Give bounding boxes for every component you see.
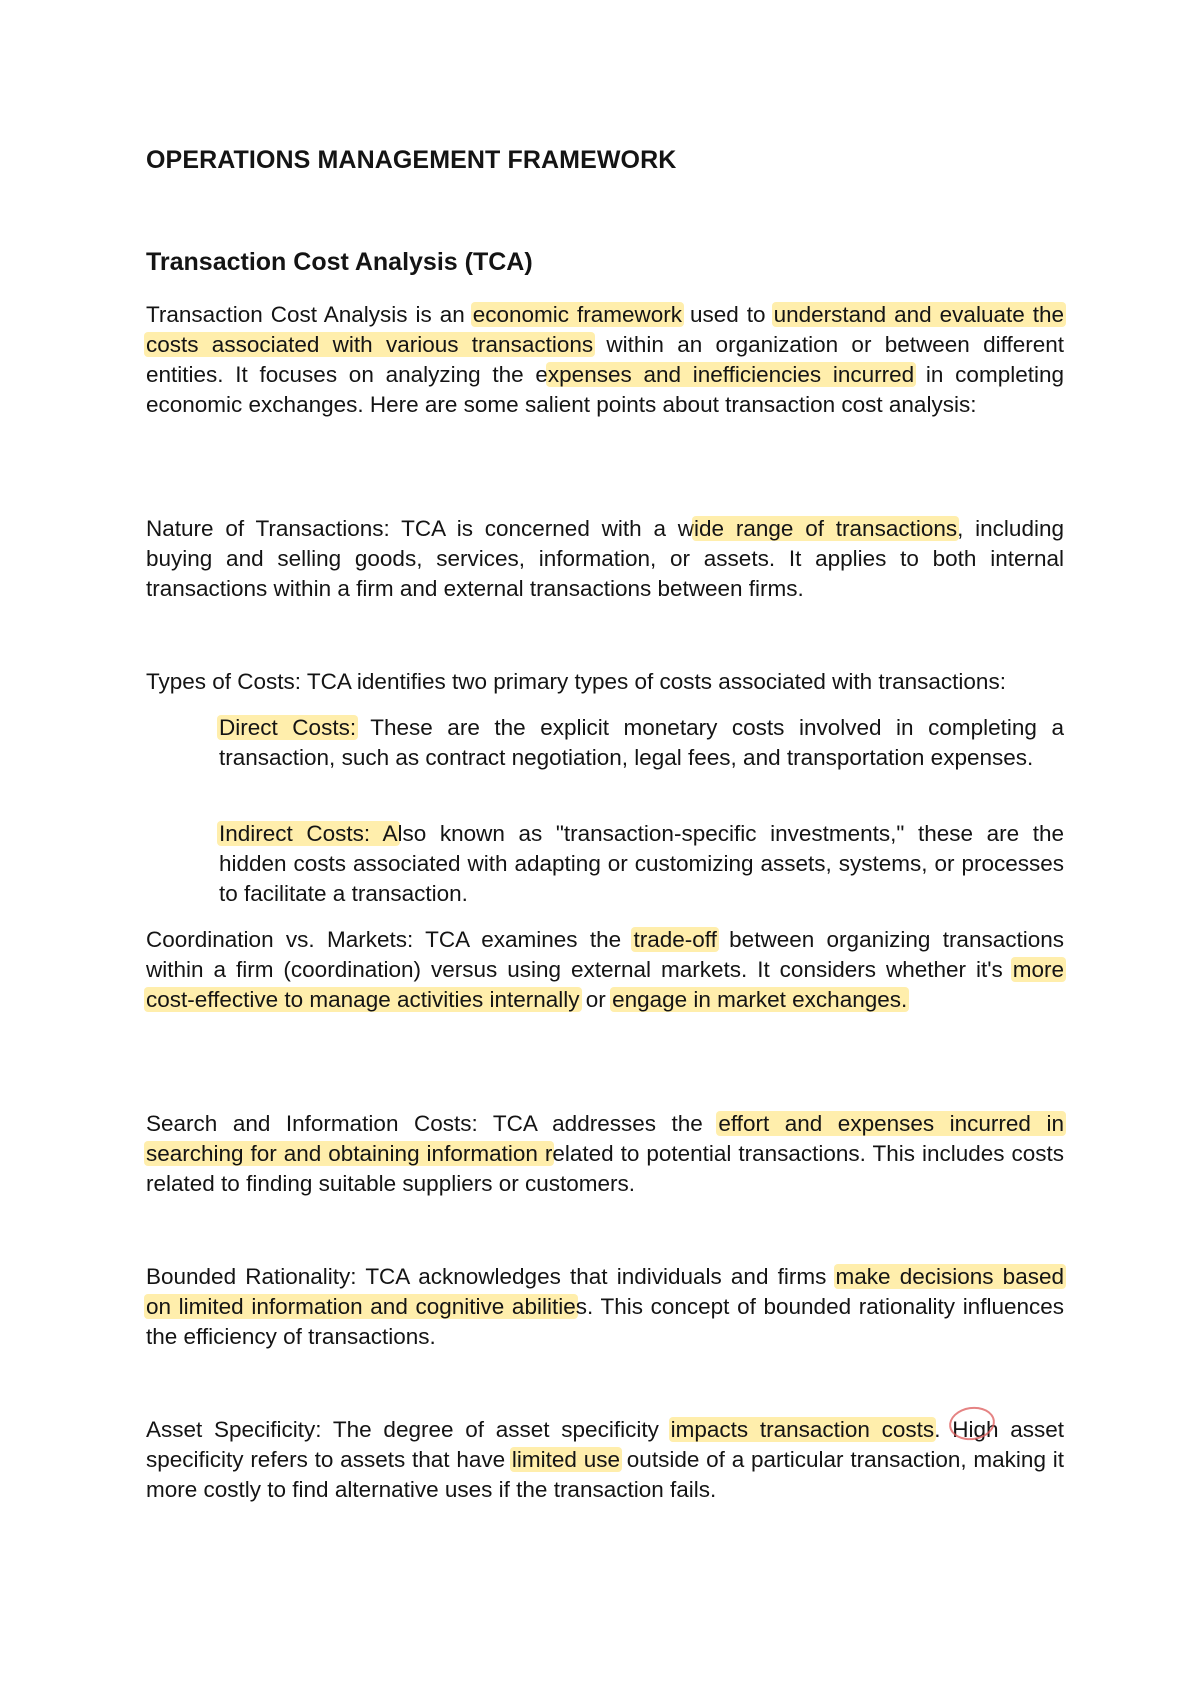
- highlight: understand and evaluate the costs associated with various transactions: [146, 302, 1064, 357]
- highlight: effort and expenses incurred in searching for and obtaining information r: [146, 1111, 1064, 1166]
- highlight: Indirect Costs: A: [219, 821, 398, 846]
- highlight: limited use: [511, 1447, 620, 1472]
- bounded-rationality-paragraph: Bounded Rationality: TCA acknowledges that individuals and firms make decisions based on limited information and cognitive abilities. This concept of bounded rationality influences the efficiency of transactions.: [146, 1264, 1065, 1349]
- search-and-information-costs-paragraph: Search and Information Costs: TCA addresses the effort and expenses incurred in searching for and obtaining information related to potential transactions. This includes costs related to finding suitable suppliers or customers.: [146, 1111, 1064, 1196]
- document-page: [146, 0, 1064, 1696]
- highlight: engage in market exchanges.: [612, 987, 908, 1012]
- document-title: OPERATIONS MANAGEMENT FRAMEWORK: [146, 146, 677, 174]
- nature-of-transactions-paragraph: Nature of Transactions: TCA is concerned with a wide range of transactions, including buying and selling goods, services, information, or assets. It applies to both internal transactions within a firm and external transactions between firms.: [146, 516, 1064, 601]
- highlight: economic framework: [472, 302, 683, 327]
- section-heading: Transaction Cost Analysis (TCA): [146, 248, 533, 276]
- highlight: trade-off: [633, 927, 717, 952]
- highlight: make decisions based on limited information and cognitive abilitie: [146, 1264, 1064, 1319]
- highlight: ide range of transactions: [694, 516, 958, 541]
- highlight: more cost-effective to manage activities internally: [146, 957, 1064, 1012]
- highlight: impacts transaction costs: [670, 1417, 935, 1442]
- coordination-vs-markets-paragraph: Coordination vs. Markets: TCA examines the trade-off between organizing transactions within a firm (coordination) versus using external markets. It considers whether it's more cost-effective to manage activities internally or engage in market exchanges.: [146, 927, 1064, 1012]
- indirect-costs-paragraph: Indirect Costs: Also known as "transaction-specific investments," these are the hidden costs associated with adapting or customizing assets, systems, or processes to facilitate a transaction.: [219, 821, 1065, 906]
- highlight: Direct Costs:: [219, 715, 357, 740]
- highlight: xpenses and inefficiencies incurred: [547, 362, 915, 387]
- intro-paragraph: Transaction Cost Analysis is an economic framework used to understand and evaluate the costs associated with various transactions within an organization or between different entities. It focuses on analyzing the expenses and inefficiencies incurred in completing economic exchanges. Here are some salient points about transaction cost analysis:: [146, 302, 1064, 417]
- types-of-costs-paragraph: Types of Costs: TCA identifies two primary types of costs associated with transactions:: [146, 669, 1006, 694]
- asset-specificity-paragraph: Asset Specificity: The degree of asset specificity impacts transaction costs. High asset specificity refers to assets that have limited use outside of a particular transaction, making it more costly to find alternative uses if the transaction fails.: [146, 1417, 1064, 1502]
- direct-costs-paragraph: Direct Costs: These are the explicit monetary costs involved in completing a transaction, such as contract negotiation, legal fees, and transportation expenses.: [219, 715, 1064, 770]
